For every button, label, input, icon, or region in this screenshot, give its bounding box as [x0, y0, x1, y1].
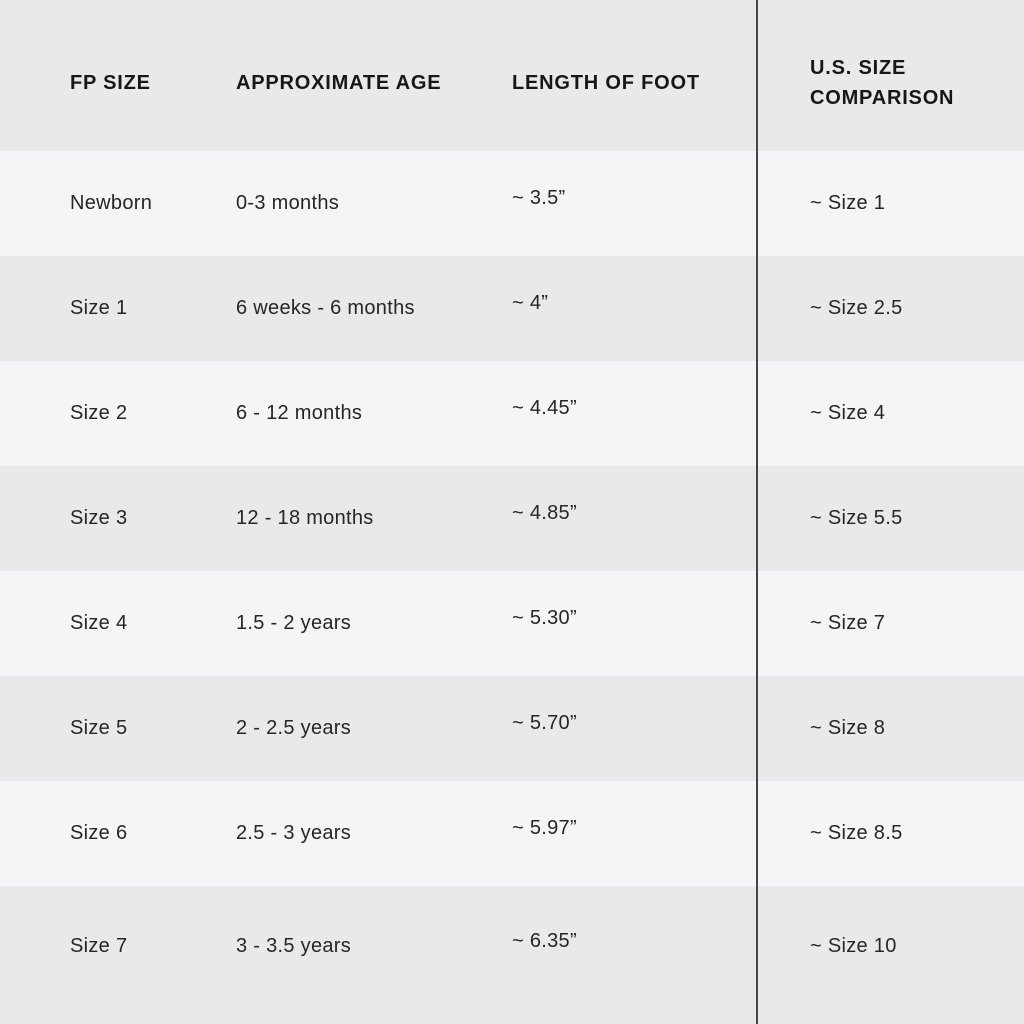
cell-length-of-foot: ~ 5.97”	[512, 817, 577, 839]
cell-us-size-comparison: ~ Size 10	[810, 934, 897, 957]
cell-us-size-comparison: ~ Size 7	[810, 612, 886, 634]
table-row	[0, 151, 1024, 256]
cell-fp-size: Size 1	[70, 297, 128, 319]
cell-fp-size: Size 3	[70, 507, 128, 529]
table-row	[0, 676, 1024, 781]
header-fp-size: FP SIZE	[70, 71, 151, 94]
cell-approximate-age: 3 - 3.5 years	[236, 934, 352, 957]
table-row	[0, 571, 1024, 676]
vertical-divider-line	[756, 0, 758, 1024]
cell-fp-size: Size 6	[70, 822, 128, 844]
cell-approximate-age: 2 - 2.5 years	[236, 717, 352, 739]
cell-us-size-comparison: ~ Size 2.5	[810, 297, 903, 319]
header-approximate-age: APPROXIMATE AGE	[236, 71, 442, 94]
table-row	[0, 256, 1024, 361]
cell-us-size-comparison: ~ Size 1	[810, 192, 886, 214]
cell-fp-size: Newborn	[70, 192, 153, 214]
cell-length-of-foot: ~ 6.35”	[512, 929, 577, 952]
table-row	[0, 886, 1024, 1024]
table-body	[0, 151, 1024, 1024]
cell-length-of-foot: ~ 4.45”	[512, 397, 577, 419]
cell-approximate-age: 6 weeks - 6 months	[236, 297, 415, 319]
cell-length-of-foot: ~ 5.70”	[512, 712, 577, 734]
cell-fp-size: Size 4	[70, 612, 128, 634]
cell-fp-size: Size 5	[70, 717, 128, 739]
cell-approximate-age: 1.5 - 2 years	[236, 612, 352, 634]
cell-approximate-age: 12 - 18 months	[236, 507, 374, 529]
cell-length-of-foot: ~ 5.30”	[512, 607, 577, 629]
cell-approximate-age: 6 - 12 months	[236, 402, 363, 424]
cell-length-of-foot: ~ 4”	[512, 292, 549, 314]
table-row	[0, 781, 1024, 886]
cell-us-size-comparison: ~ Size 5.5	[810, 507, 903, 529]
cell-length-of-foot: ~ 3.5”	[512, 187, 566, 209]
cell-approximate-age: 0-3 months	[236, 192, 340, 214]
cell-length-of-foot: ~ 4.85”	[512, 502, 577, 524]
cell-us-size-comparison: ~ Size 8.5	[810, 822, 903, 844]
table-row	[0, 466, 1024, 571]
cell-us-size-comparison: ~ Size 4	[810, 402, 886, 424]
cell-fp-size: Size 2	[70, 402, 128, 424]
table-row	[0, 361, 1024, 466]
header-length-of-foot: LENGTH OF FOOT	[512, 71, 700, 94]
cell-fp-size: Size 7	[70, 934, 128, 957]
cell-approximate-age: 2.5 - 3 years	[236, 822, 352, 844]
cell-us-size-comparison: ~ Size 8	[810, 717, 886, 739]
header-us-size-comparison: U.S. SIZE COMPARISON	[810, 56, 955, 109]
table-header-row	[0, 0, 1024, 151]
